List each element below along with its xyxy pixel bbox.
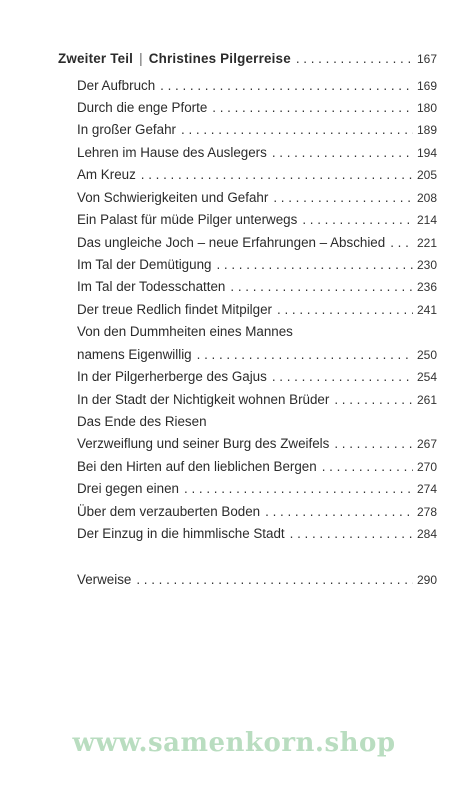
page-number: 270 — [416, 460, 437, 474]
toc-entry — [77, 435, 437, 453]
page-number: 284 — [416, 527, 437, 541]
entry-title: Der treue Redlich findet Mitpilger — [77, 302, 272, 317]
dot-leader — [197, 346, 413, 364]
page-number: 250 — [416, 348, 437, 362]
page-number: 254 — [416, 370, 437, 384]
dot-leader — [390, 234, 413, 252]
entry-title: In der Stadt der Nichtigkeit wohnen Brüder — [77, 392, 330, 407]
entry-title: Der Aufbruch — [77, 78, 156, 93]
toc-entry — [77, 503, 437, 521]
page-number: 278 — [416, 505, 437, 519]
dot-leader — [272, 368, 413, 386]
toc-entry — [77, 144, 437, 162]
shop-watermark: www.samenkorn.shop — [72, 728, 396, 758]
dot-leader — [141, 166, 413, 184]
toc-entry — [77, 189, 437, 207]
section-name: Christines Pilgerreise — [148, 51, 291, 66]
entry-title-line: Das Ende des Riesen — [77, 414, 207, 429]
entry-title: In der Pilgerherberge des Gajus — [77, 369, 267, 384]
entry-title: Über dem verzauberten Boden — [77, 504, 261, 519]
page-number: 180 — [416, 101, 437, 115]
page-number: 230 — [416, 258, 437, 272]
dot-leader — [322, 458, 413, 476]
dot-leader — [212, 99, 413, 117]
entry-title: Das ungleiche Joch – neue Erfahrungen – Abschied — [77, 235, 386, 250]
dot-leader — [302, 211, 413, 229]
dot-leader — [265, 503, 413, 521]
entry-title: Durch die enge Pforte — [77, 100, 208, 115]
entry-title: In großer Gefahr — [77, 122, 176, 137]
page-number: 236 — [416, 280, 437, 294]
page-number: 221 — [416, 236, 437, 250]
page-number: 274 — [416, 482, 437, 496]
entry-title: namens Eigenwillig — [77, 347, 192, 362]
section-title — [58, 50, 291, 68]
dot-leader — [181, 121, 413, 139]
entry-title: Drei gegen einen — [77, 481, 179, 496]
page-number: 167 — [416, 52, 437, 66]
dot-leader — [160, 77, 413, 95]
dot-leader — [272, 144, 413, 162]
section-part: Zweiter Teil — [58, 51, 134, 66]
toc-entry — [77, 99, 437, 117]
dot-leader — [334, 435, 413, 453]
toc-entry — [77, 458, 437, 476]
toc-entry — [77, 525, 437, 543]
toc-references — [77, 571, 437, 589]
page-number: 290 — [416, 573, 437, 587]
page-number: 189 — [416, 123, 437, 137]
dot-leader — [277, 301, 413, 319]
entry-title: Verzweiflung und seiner Burg des Zweifels — [77, 436, 330, 451]
page-number: 208 — [416, 191, 437, 205]
page-number: 205 — [416, 168, 437, 182]
page-number: 169 — [416, 79, 437, 93]
dot-leader — [136, 571, 413, 589]
toc-entry — [77, 480, 437, 498]
entry-title: Ein Palast für müde Pilger unterwegs — [77, 212, 298, 227]
page-number: 241 — [416, 303, 437, 317]
page-number: 194 — [416, 146, 437, 160]
entry-title: Bei den Hirten auf den lieblichen Bergen — [77, 459, 317, 474]
toc-entry — [77, 301, 437, 319]
toc-entry — [77, 256, 437, 274]
entry-title: Im Tal der Demütigung — [77, 257, 212, 272]
dot-leader — [334, 391, 413, 409]
toc-entry — [77, 391, 437, 409]
dot-leader — [273, 189, 413, 207]
dot-leader — [296, 50, 413, 68]
section-separator: | — [139, 51, 143, 66]
dot-leader — [290, 525, 413, 543]
page-number: 261 — [416, 393, 437, 407]
toc-entry — [77, 368, 437, 386]
entry-title: Von Schwierigkeiten und Gefahr — [77, 190, 269, 205]
page-number: 214 — [416, 213, 437, 227]
toc-entry — [77, 121, 437, 139]
toc-entry — [77, 211, 437, 229]
entry-title: Der Einzug in die himmlische Stadt — [77, 526, 285, 541]
toc-entry — [77, 77, 437, 95]
dot-leader — [216, 256, 413, 274]
dot-leader — [184, 480, 413, 498]
toc-entry — [77, 166, 437, 184]
dot-leader — [230, 278, 413, 296]
toc-entry — [77, 346, 437, 364]
entry-title-line: Von den Dummheiten eines Mannes — [77, 324, 293, 339]
page-number: 267 — [416, 437, 437, 451]
toc-section-heading — [58, 50, 437, 68]
entry-title: Verweise — [77, 572, 132, 587]
toc-entry — [77, 234, 437, 252]
entry-title: Lehren im Hause des Auslegers — [77, 145, 267, 160]
entry-title: Im Tal der Todesschatten — [77, 279, 226, 294]
toc-entry — [77, 278, 437, 296]
entry-title: Am Kreuz — [77, 167, 136, 182]
